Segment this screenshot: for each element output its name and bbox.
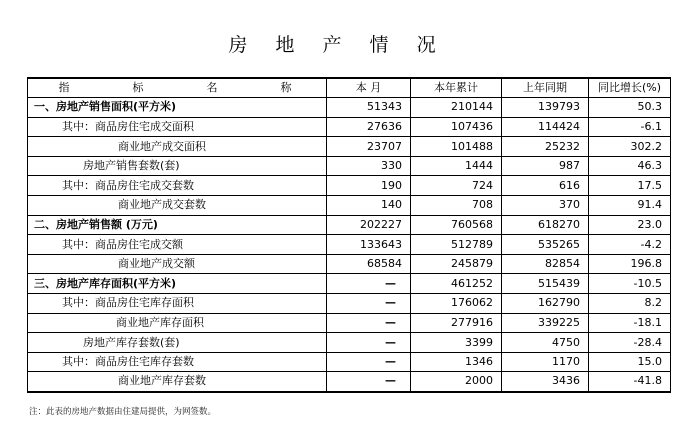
- cell-year-to-date: 107436: [411, 117, 502, 137]
- cell-year-to-date: 277916: [411, 313, 502, 333]
- row-label: 一、房地产销售面积(平方米): [28, 98, 327, 118]
- cell-yoy-growth: 23.0: [589, 215, 671, 235]
- header-this-month: 本 月: [327, 78, 411, 98]
- cell-yoy-growth: 50.3: [589, 98, 671, 118]
- table-row: [28, 196, 671, 216]
- cell-last-year: 139793: [502, 98, 589, 118]
- cell-yoy-growth: 196.8: [589, 254, 671, 274]
- cell-year-to-date: 176062: [411, 294, 502, 314]
- cell-year-to-date: 760568: [411, 215, 502, 235]
- row-label: 房地产库存套数(套): [28, 333, 327, 353]
- row-label: 其中：商品房住宅成交面积: [28, 117, 327, 137]
- cell-this-month: —: [327, 313, 411, 333]
- cell-this-month: —: [327, 333, 411, 353]
- cell-this-month: 133643: [327, 235, 411, 255]
- cell-year-to-date: 724: [411, 176, 502, 196]
- cell-year-to-date: 708: [411, 196, 502, 216]
- row-label: 商业地产库存面积: [28, 313, 327, 333]
- cell-last-year: 82854: [502, 254, 589, 274]
- table-row: [28, 333, 671, 353]
- cell-last-year: 339225: [502, 313, 589, 333]
- cell-last-year: 1170: [502, 352, 589, 372]
- cell-yoy-growth: 8.2: [589, 294, 671, 314]
- header-yoy-growth: 同比增长(%): [589, 78, 671, 98]
- cell-year-to-date: 512789: [411, 235, 502, 255]
- cell-last-year: 25232: [502, 137, 589, 157]
- cell-this-month: —: [327, 352, 411, 372]
- real-estate-table: [27, 77, 671, 393]
- table-row: [28, 98, 671, 118]
- table-row: [28, 137, 671, 157]
- table-row: [28, 294, 671, 314]
- row-label: 商业地产库存套数: [28, 372, 327, 392]
- cell-yoy-growth: 17.5: [589, 176, 671, 196]
- cell-this-month: 140: [327, 196, 411, 216]
- cell-this-month: —: [327, 372, 411, 392]
- table-row: [28, 117, 671, 137]
- cell-this-month: 202227: [327, 215, 411, 235]
- cell-last-year: 4750: [502, 333, 589, 353]
- header-last-year-same-period: 上年同期: [502, 78, 589, 98]
- cell-this-month: 190: [327, 176, 411, 196]
- row-label: 商业地产成交套数: [28, 196, 327, 216]
- cell-last-year: 370: [502, 196, 589, 216]
- cell-last-year: 3436: [502, 372, 589, 392]
- table-row: [28, 372, 671, 392]
- table-row: [28, 313, 671, 333]
- row-label: 房地产销售套数(套): [28, 156, 327, 176]
- cell-last-year: 616: [502, 176, 589, 196]
- cell-last-year: 114424: [502, 117, 589, 137]
- row-label: 三、房地产库存面积(平方米): [28, 274, 327, 294]
- cell-yoy-growth: 302.2: [589, 137, 671, 157]
- cell-last-year: 987: [502, 156, 589, 176]
- cell-year-to-date: 245879: [411, 254, 502, 274]
- row-label: 商业地产成交额: [28, 254, 327, 274]
- cell-this-month: 68584: [327, 254, 411, 274]
- cell-year-to-date: 2000: [411, 372, 502, 392]
- row-label: 其中：商品房住宅成交额: [28, 235, 327, 255]
- cell-yoy-growth: 91.4: [589, 196, 671, 216]
- cell-yoy-growth: -41.8: [589, 372, 671, 392]
- cell-yoy-growth: -18.1: [589, 313, 671, 333]
- cell-last-year: 618270: [502, 215, 589, 235]
- cell-yoy-growth: -4.2: [589, 235, 671, 255]
- cell-this-month: —: [327, 274, 411, 294]
- cell-year-to-date: 3399: [411, 333, 502, 353]
- row-label: 其中：商品房住宅库存套数: [28, 352, 327, 372]
- table-row: [28, 352, 671, 372]
- cell-yoy-growth: 15.0: [589, 352, 671, 372]
- table-row: [28, 274, 671, 294]
- cell-last-year: 162790: [502, 294, 589, 314]
- table-row: [28, 235, 671, 255]
- table-header-row: [28, 78, 671, 98]
- cell-year-to-date: 101488: [411, 137, 502, 157]
- table-row: [28, 176, 671, 196]
- footnote: 注：此表的房地产数据由住建局提供，为网签数。: [29, 407, 217, 417]
- cell-last-year: 535265: [502, 235, 589, 255]
- page-title: 房 地 产 情 况: [228, 34, 447, 56]
- header-year-to-date: 本年累计: [411, 78, 502, 98]
- cell-this-month: 51343: [327, 98, 411, 118]
- cell-year-to-date: 210144: [411, 98, 502, 118]
- cell-year-to-date: 461252: [411, 274, 502, 294]
- cell-this-month: —: [327, 294, 411, 314]
- row-label: 商业地产成交面积: [28, 137, 327, 157]
- table-row: [28, 215, 671, 235]
- cell-this-month: 330: [327, 156, 411, 176]
- cell-last-year: 515439: [502, 274, 589, 294]
- row-label: 其中：商品房住宅库存面积: [28, 294, 327, 314]
- cell-yoy-growth: 46.3: [589, 156, 671, 176]
- cell-this-month: 23707: [327, 137, 411, 157]
- cell-year-to-date: 1444: [411, 156, 502, 176]
- table-row: [28, 156, 671, 176]
- cell-this-month: 27636: [327, 117, 411, 137]
- header-indicator-name: 指 标 名 称: [28, 78, 327, 98]
- row-label: 二、房地产销售额 (万元): [28, 215, 327, 235]
- cell-yoy-growth: -10.5: [589, 274, 671, 294]
- cell-yoy-growth: -6.1: [589, 117, 671, 137]
- table-row: [28, 254, 671, 274]
- cell-year-to-date: 1346: [411, 352, 502, 372]
- cell-yoy-growth: -28.4: [589, 333, 671, 353]
- row-label: 其中：商品房住宅成交套数: [28, 176, 327, 196]
